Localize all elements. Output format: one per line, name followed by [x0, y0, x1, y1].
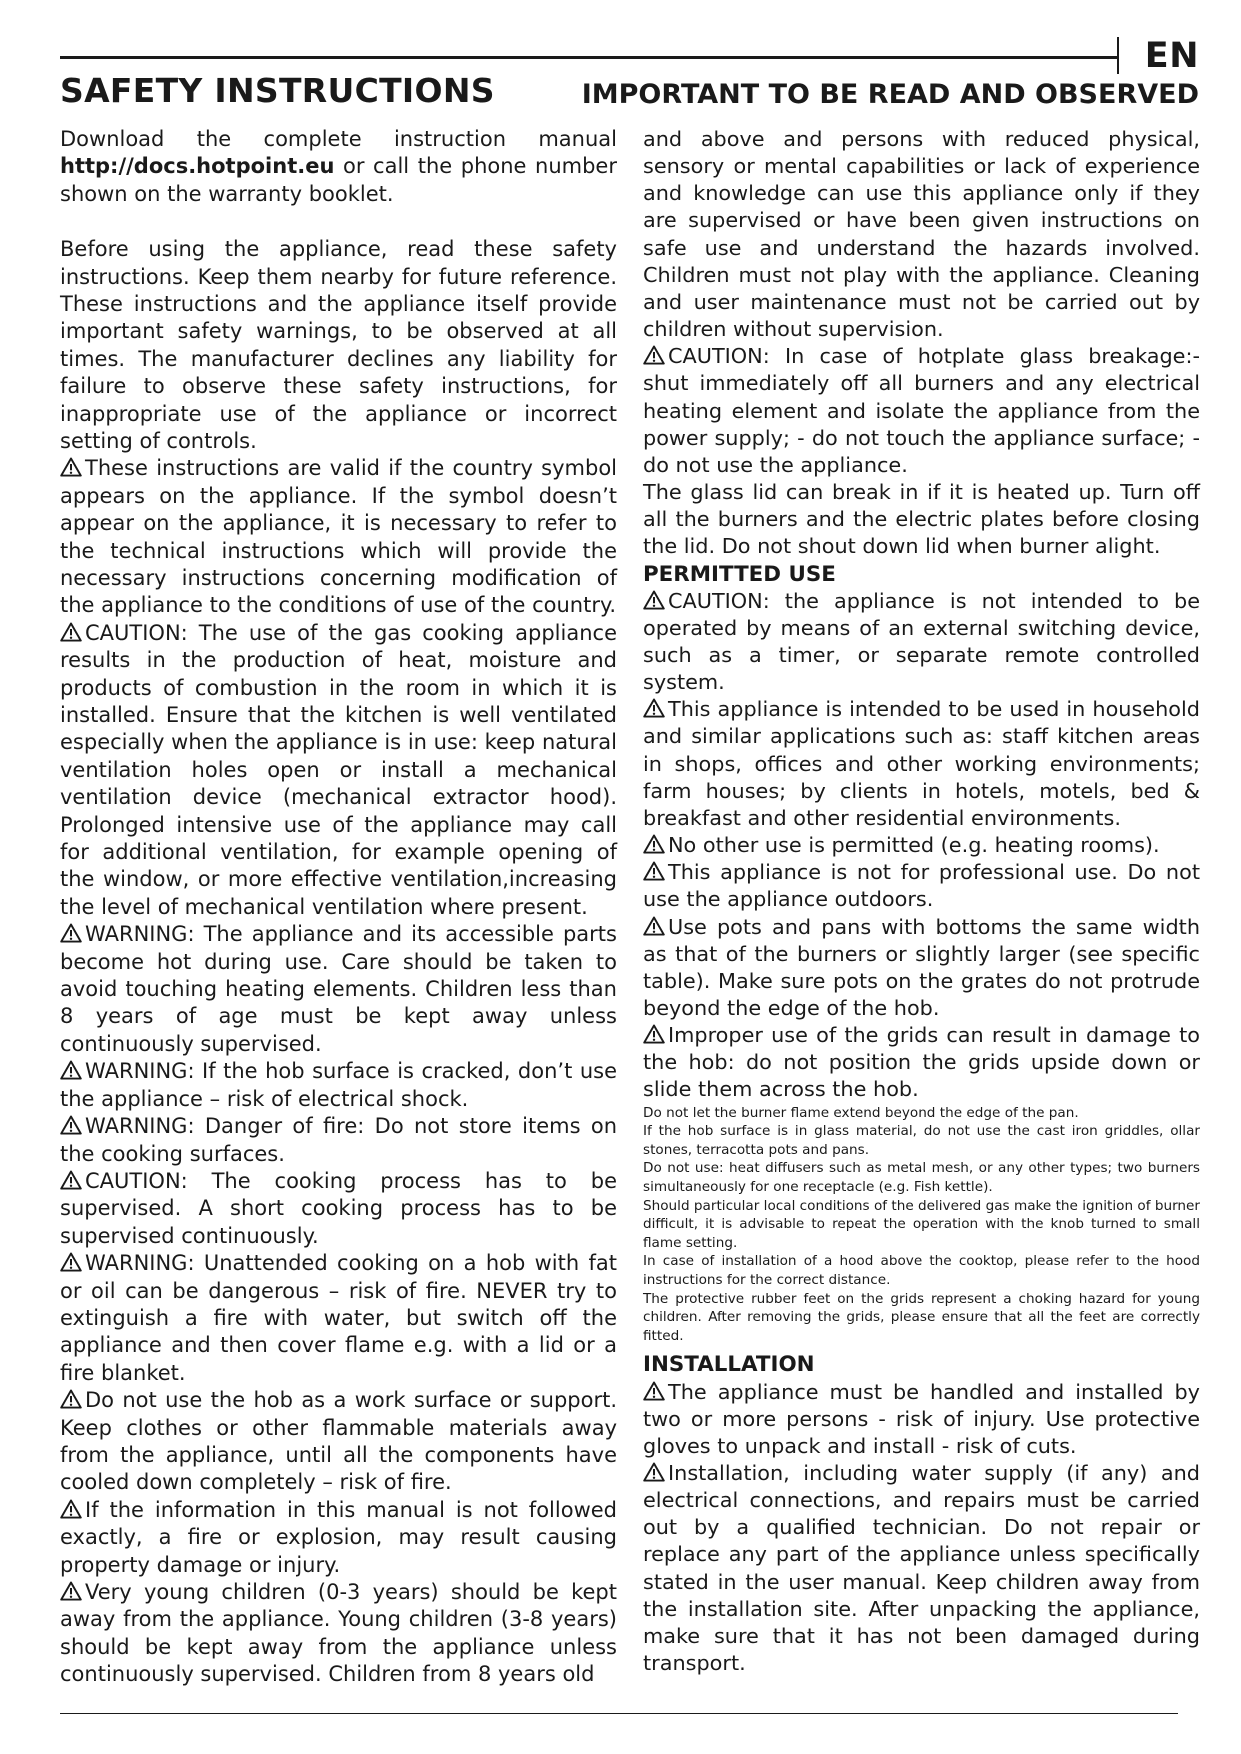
warning-triangle-icon: [60, 1115, 82, 1135]
warning-triangle-icon: [60, 1170, 82, 1190]
warning-item: This appliance is intended to be used in household and similar applications such as: staff kitchen areas in shops, offices and other working environments; farm houses; by clients in hotels, motels, bed & breakfast and other residential environments.: [643, 697, 1200, 830]
left-column: [60, 126, 617, 1689]
warning-item: WARNING: Danger of fire: Do not store items on the cooking surfaces.: [60, 1114, 617, 1166]
warning-item: No other use is permitted (e.g. heating rooms).: [643, 832, 1200, 859]
small-print-note: Should particular local conditions of the delivered gas make the ignition of burner difficult, it is advisable to repeat the operation with the knob turned to small flame setting.: [643, 1197, 1200, 1251]
warning-triangle-icon: [643, 861, 665, 881]
header-rule: [60, 56, 1118, 59]
warning-item: This appliance is not for professional use. Do not use the appliance outdoors.: [643, 860, 1200, 912]
warning-triangle-icon: [60, 1499, 82, 1519]
small-print-notes: [643, 1104, 1200, 1346]
warning-triangle-icon: [60, 1581, 82, 1601]
warning-item: WARNING: If the hob surface is cracked, don’t use the appliance – risk of electrical shock.: [60, 1059, 617, 1111]
warning-item: CAUTION: The cooking process has to be supervised. A short cooking process has to be supervised continuously.: [60, 1168, 617, 1248]
warning-triangle-icon: [643, 590, 665, 610]
children-paragraph: and above and persons with reduced physical, sensory or mental capabilities or lack of experience and knowledge can use this appliance only if they are supervised or have been given instructions on safe use and understand the hazards involved. Children must not play with the appliance. Cleaning and user maintenance must not be carried out by children without supervision.: [643, 127, 1200, 342]
warning-item: WARNING: Unattended cooking on a hob with fat or oil can be dangerous – risk of fire. NEVER try to extinguish a fire with water, but switch off the appliance and then cover flame e.g. with a lid or a fire blanket.: [60, 1251, 617, 1385]
small-print-note: Do not let the burner flame extend beyond the edge of the pan.: [643, 1104, 1079, 1121]
glass-lid-paragraph: The glass lid can break in if it is heated up. Turn off all the burners and the electric plates before closing the lid. Do not shout down lid when burner alight.: [643, 480, 1200, 559]
small-print-note: The protective rubber feet on the grids represent a choking hazard for young children. After removing the grids, please ensure that all the feet are correctly fitted.: [643, 1290, 1200, 1344]
warning-item: WARNING: The appliance and its accessible parts become hot during use. Care should be taken to avoid touching heating elements. Children less than 8 years of age must be kept away unless continuously supervised.: [60, 922, 617, 1056]
footer-rule: [60, 1713, 1178, 1714]
warning-triangle-icon: [643, 1024, 665, 1044]
before-use-paragraph: Before using the appliance, read these safety instructions. Keep them nearby for future reference. These instructions and the appliance itself provide important safety warnings, to be observed at all times. The manufacturer declines any liability for failure to observe these safety instructions, for inappropriate use of the appliance or incorrect setting of controls.: [60, 237, 617, 453]
warning-triangle-icon: [60, 622, 82, 642]
language-code: EN: [1144, 36, 1199, 76]
warning-triangle-icon: [643, 345, 665, 365]
small-print-note: If the hob surface is in glass material, do not use the cast iron griddles, ollar stones, terracotta pots and pans.: [643, 1123, 1200, 1158]
warning-triangle-icon: [643, 834, 665, 854]
warning-item: Very young children (0-3 years) should be kept away from the appliance. Young children (3-8 years) should be kept away from the appliance unless continuously supervised. Children from 8 years old: [60, 1580, 617, 1687]
warning-item: Use pots and pans with bottoms the same width as that of the burners or slightly larger (see specific table). Make sure pots on the grates do not protrude beyond the edge of the hob.: [643, 914, 1200, 1020]
section-heading-permitted-use: PERMITTED USE: [643, 561, 836, 587]
warning-triangle-icon: [60, 1389, 82, 1409]
warning-item: Improper use of the grids can result in damage to the hob: do not position the grids upside down or slide them across the hob.: [643, 1023, 1200, 1102]
section-heading-installation: INSTALLATION: [643, 1352, 815, 1378]
warning-triangle-icon: [643, 916, 665, 936]
warning-triangle-icon: [643, 698, 665, 718]
manual-link[interactable]: http://docs.hotpoint.eu: [60, 154, 335, 179]
warning-item: Installation, including water supply (if any) and electrical connections, and repairs must be carried out by a qualified technician. Do not repair or replace any part of the appliance unless specifically stated in the user manual. Keep children away from the installation site. After unpacking the appliance, make sure that it has not been damaged during transport.: [643, 1460, 1200, 1676]
small-print-note: Do not use: heat diffusers such as metal mesh, or any other types; two burners simultaneously for one receptacle (e.g. Fish kettle).: [643, 1160, 1200, 1195]
warning-triangle-icon: [60, 457, 82, 477]
page-subtitle: IMPORTANT TO BE READ AND OBSERVED: [581, 79, 1199, 110]
warning-item: The appliance must be handled and installed by two or more persons - risk of injury. Use protective gloves to unpack and install - risk of cuts.: [643, 1379, 1200, 1458]
warning-triangle-icon: [60, 1060, 82, 1080]
header-rule-tick: [1117, 37, 1119, 74]
warning-item: CAUTION: The use of the gas cooking appliance results in the production of heat, moisture and products of combustion in the room in which it is installed. Ensure that the kitchen is well ventilated especially when the appliance is in use: keep natural ventilation holes open or install a mechanical ventilation device (mechanical extractor hood). Prolonged intensive use of the appliance may call for additional ventilation, for example opening of the window, or more effective ventilation,increasing the level of mechanical ventilation where present.: [60, 620, 617, 919]
warning-item: These instructions are valid if the country symbol appears on the appliance. If the symbol doesn’t appear on the appliance, it is necessary to refer to the technical instructions which will provide the necessary instructions concerning modification of the appliance to the conditions of use of the country.: [60, 456, 617, 618]
warning-triangle-icon: [643, 1381, 665, 1401]
warning-triangle-icon: [60, 1252, 82, 1272]
warning-item: Do not use the hob as a work surface or support. Keep clothes or other flammable materials away from the appliance, until all the components have cooled down completely – risk of fire.: [60, 1388, 617, 1495]
page-title: SAFETY INSTRUCTIONS: [60, 71, 495, 110]
warning-triangle-icon: [643, 1462, 665, 1482]
warning-item: CAUTION: In case of hotplate glass breakage:- shut immediately off all burners and any electrical heating element and isolate the appliance from the power supply; - do not touch the appliance surface; -do not use the appliance.: [643, 344, 1200, 477]
warning-item: If the information in this manual is not followed exactly, a fire or explosion, may result causing property damage or injury.: [60, 1497, 617, 1577]
right-column: [643, 126, 1200, 1677]
warning-triangle-icon: [60, 923, 82, 943]
warning-item: CAUTION: the appliance is not intended to be operated by means of an external switching device, such as a timer, or separate remote controlled system.: [643, 588, 1200, 695]
intro-paragraph: Download the complete instruction manual http://docs.hotpoint.eu or call the phone number shown on the warranty booklet.: [60, 127, 617, 206]
small-print-note: In case of installation of a hood above the cooktop, please refer to the hood instructions for the correct distance.: [643, 1253, 1200, 1288]
